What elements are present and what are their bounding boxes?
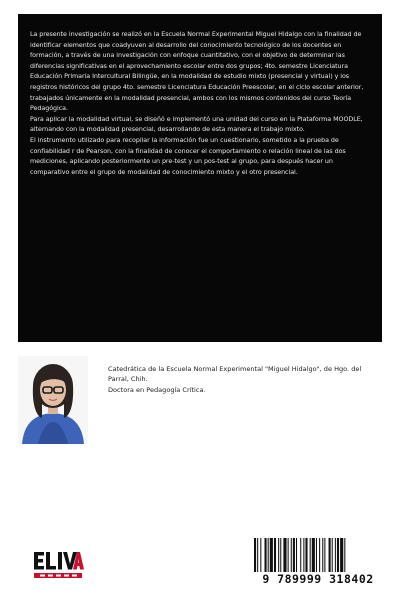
publisher-logo: [32, 548, 84, 586]
eliva-press-logo-icon: [32, 548, 84, 586]
barcode-bar: [293, 538, 295, 574]
barcode-bar: [340, 538, 343, 574]
barcode-bar: [257, 538, 258, 574]
abstract-paragraph: El instrumento utilizado para recopilar la información fue un cuestionario, sometido a la prueba de confiabilidad r de Pearson, con la finalidad de conocer el comportamiento o relación lineal de las dos mediciones, aplicando posteriormente un pre-test y un pos-test al grupo, para después hacer un comparativo entre el grupo de modalidad de conocimiento mixto y el otro presencial.: [30, 136, 346, 176]
author-photo: [18, 356, 88, 444]
barcode-bar: [335, 538, 336, 574]
barcode-bar: [300, 538, 301, 574]
barcode-bar: [291, 538, 292, 574]
abstract-panel: [18, 14, 382, 342]
author-portrait-image: [18, 356, 88, 444]
barcode-bar: [288, 538, 289, 574]
barcode-bar: [283, 538, 286, 574]
barcode-bar: [303, 538, 304, 574]
barcode-bar: [274, 538, 276, 574]
isbn-barcode: [248, 538, 388, 586]
abstract-paragraph: Para aplicar la modalidad virtual, se diseñó e implementó una unidad del curso en la Plataforma MOODLE, alternando con la modalidad presencial, desarrollando de esta manera el trabajo mixto.: [30, 115, 363, 134]
barcode-bar: [344, 538, 345, 574]
barcode-bar: [337, 538, 339, 574]
barcode-bar: [329, 538, 331, 574]
author-bio: [108, 364, 373, 395]
barcode-bar: [296, 538, 297, 574]
barcode-bar: [265, 538, 267, 574]
abstract-text: [30, 30, 372, 178]
barcode-bar: [319, 538, 320, 574]
barcode-bar: [316, 538, 317, 574]
barcode-bar: [310, 538, 311, 574]
barcode-bar: [312, 538, 315, 574]
author-bio-line: Doctora en Pedagogía Crítica.: [108, 385, 206, 394]
barcode-bar: [260, 538, 261, 574]
isbn-number: 9 789999 318402: [248, 572, 388, 586]
barcode-bar: [278, 538, 279, 574]
barcode-bar: [305, 538, 307, 574]
author-section: [18, 356, 382, 446]
barcode-bar: [332, 538, 333, 574]
author-bio-line: Catedrática de la Escuela Normal Experimental "Miguel Hidalgo", de Hgo. del Parral, Chih.: [108, 365, 362, 384]
barcode-bar: [324, 538, 325, 574]
barcode-bar: [254, 538, 256, 574]
barcode-bar: [268, 538, 269, 574]
barcode-bar: [322, 538, 323, 574]
barcode-bar: [280, 538, 281, 574]
barcode-icon: [248, 538, 388, 574]
barcode-bar: [270, 538, 273, 574]
abstract-paragraph: La presente investigación se realizó en la Escuela Normal Experimental Miguel Hidalgo con la finalidad de identificar elementos que coadyuven al desarrollo del conocimiento tecnológico de los docentes en formación, a través de una investigación con enfoque cuantitativo, con el objetivo de determinar las diferencias significativas en el aprovechamiento escolar entre dos grupos; 4to. semestre Licenciatura Educación Primaria Intercultural Bilingüe, en la modalidad de estudio mixto (presencial y virtual) y los registros históricos del grupo 4to. semestre Licenciatura Educación Preescolar, en el ciclo escolar anterior, trabajados únicamente en la modalidad presencial, ambos con los mismos contenidos del curso Teoría Pedagógica.: [30, 31, 364, 113]
